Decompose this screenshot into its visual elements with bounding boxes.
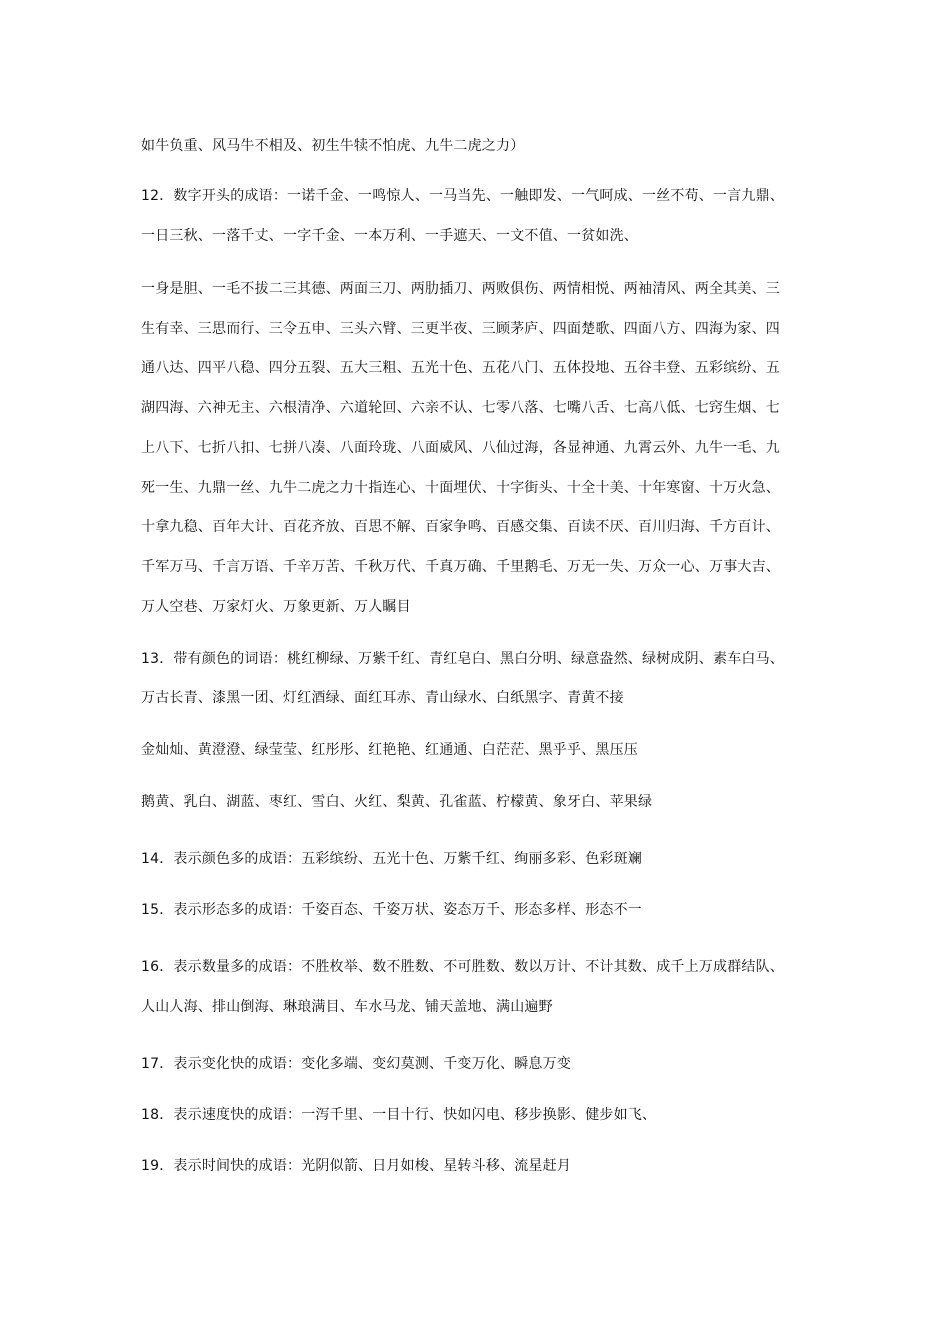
text-line: 16．表示数量多的成语：不胜枚举、数不胜数、不可胜数、数以万计、不计其数、成千上万成群结队、 — [141, 959, 785, 975]
text-line: 13．带有颜色的词语：桃红柳绿、万紫千红、青红皂白、黑白分明、绿意盎然、绿树成阴、素车白马、 — [141, 651, 785, 667]
text-line: 18．表示速度快的成语：一泻千里、一目十行、快如闪电、移步换影、健步如飞、 — [141, 1107, 657, 1123]
text-line: 一日三秋、一落千丈、一字千金、一本万利、一手遮天、一文不值、一贫如洗、 — [141, 228, 638, 244]
text-line: 如牛负重、风马牛不相及、初生牛犊不怕虎、九牛二虎之力） — [141, 138, 525, 154]
text-line: 十拿九稳、百年大计、百花齐放、百思不解、百家争鸣、百感交集、百读不厌、百川归海、千方百计、 — [141, 519, 780, 535]
text-line: 万人空巷、万家灯火、万象更新、万人瞩目 — [141, 599, 411, 615]
text-line: 鹅黄、乳白、湖蓝、枣红、雪白、火红、梨黄、孔雀蓝、柠檬黄、象牙白、苹果绿 — [141, 794, 653, 810]
text-line: 通八达、四平八稳、四分五裂、五大三粗、五光十色、五花八门、五体投地、五谷丰登、五彩缤纷、五 — [141, 360, 780, 376]
text-line: 上八下、七折八扣、七拼八凑、八面玲珑、八面威风、八仙过海，各显神通、九霄云外、九牛一毛、九 — [141, 440, 780, 456]
text-line: 17．表示变化快的成语：变化多端、变幻莫测、千变万化、瞬息万变 — [141, 1056, 572, 1072]
text-line: 15．表示形态多的成语：千姿百态、千姿万状、姿态万千、形态多样、形态不一 — [141, 902, 643, 918]
text-line: 湖四海、六神无主、六根清净、六道轮回、六亲不认、七零八落、七嘴八舌、七高八低、七窍生烟、七 — [141, 400, 780, 416]
text-line: 一身是胆、一毛不拔二三其德、两面三刀、两肋插刀、两败俱伤、两情相悦、两袖清风、两全其美、三 — [141, 281, 780, 297]
text-line: 金灿灿、黄澄澄、绿莹莹、红彤彤、红艳艳、红通通、白茫茫、黑乎乎、黑压压 — [141, 742, 638, 758]
text-line: 死一生、九鼎一丝、九牛二虎之力十指连心、十面埋伏、十字街头、十全十美、十年寒窗、十万火急、 — [141, 480, 780, 496]
text-line: 千军万马、千言万语、千辛万苦、千秋万代、千真万确、千里鹅毛、万无一失、万众一心、万事大吉、 — [141, 559, 780, 575]
text-line: 人山人海、排山倒海、琳琅满目、车水马龙、铺天盖地、满山遍野 — [141, 999, 553, 1015]
text-line: 19．表示时间快的成语：光阴似箭、日月如梭、星转斗移、流星赶月 — [141, 1158, 572, 1174]
text-line: 万古长青、漆黑一团、灯红酒绿、面红耳赤、青山绿水、白纸黑字、青黄不接 — [141, 690, 624, 706]
text-line: 12．数字开头的成语：一诺千金、一鸣惊人、一马当先、一触即发、一气呵成、一丝不苟、一言九鼎、 — [141, 188, 785, 204]
text-line: 14．表示颜色多的成语：五彩缤纷、五光十色、万紫千红、绚丽多彩、色彩斑斓 — [141, 851, 643, 867]
text-line: 生有幸、三思而行、三令五申、三头六臂、三更半夜、三顾茅庐、四面楚歌、四面八方、四海为家、四 — [141, 321, 780, 337]
